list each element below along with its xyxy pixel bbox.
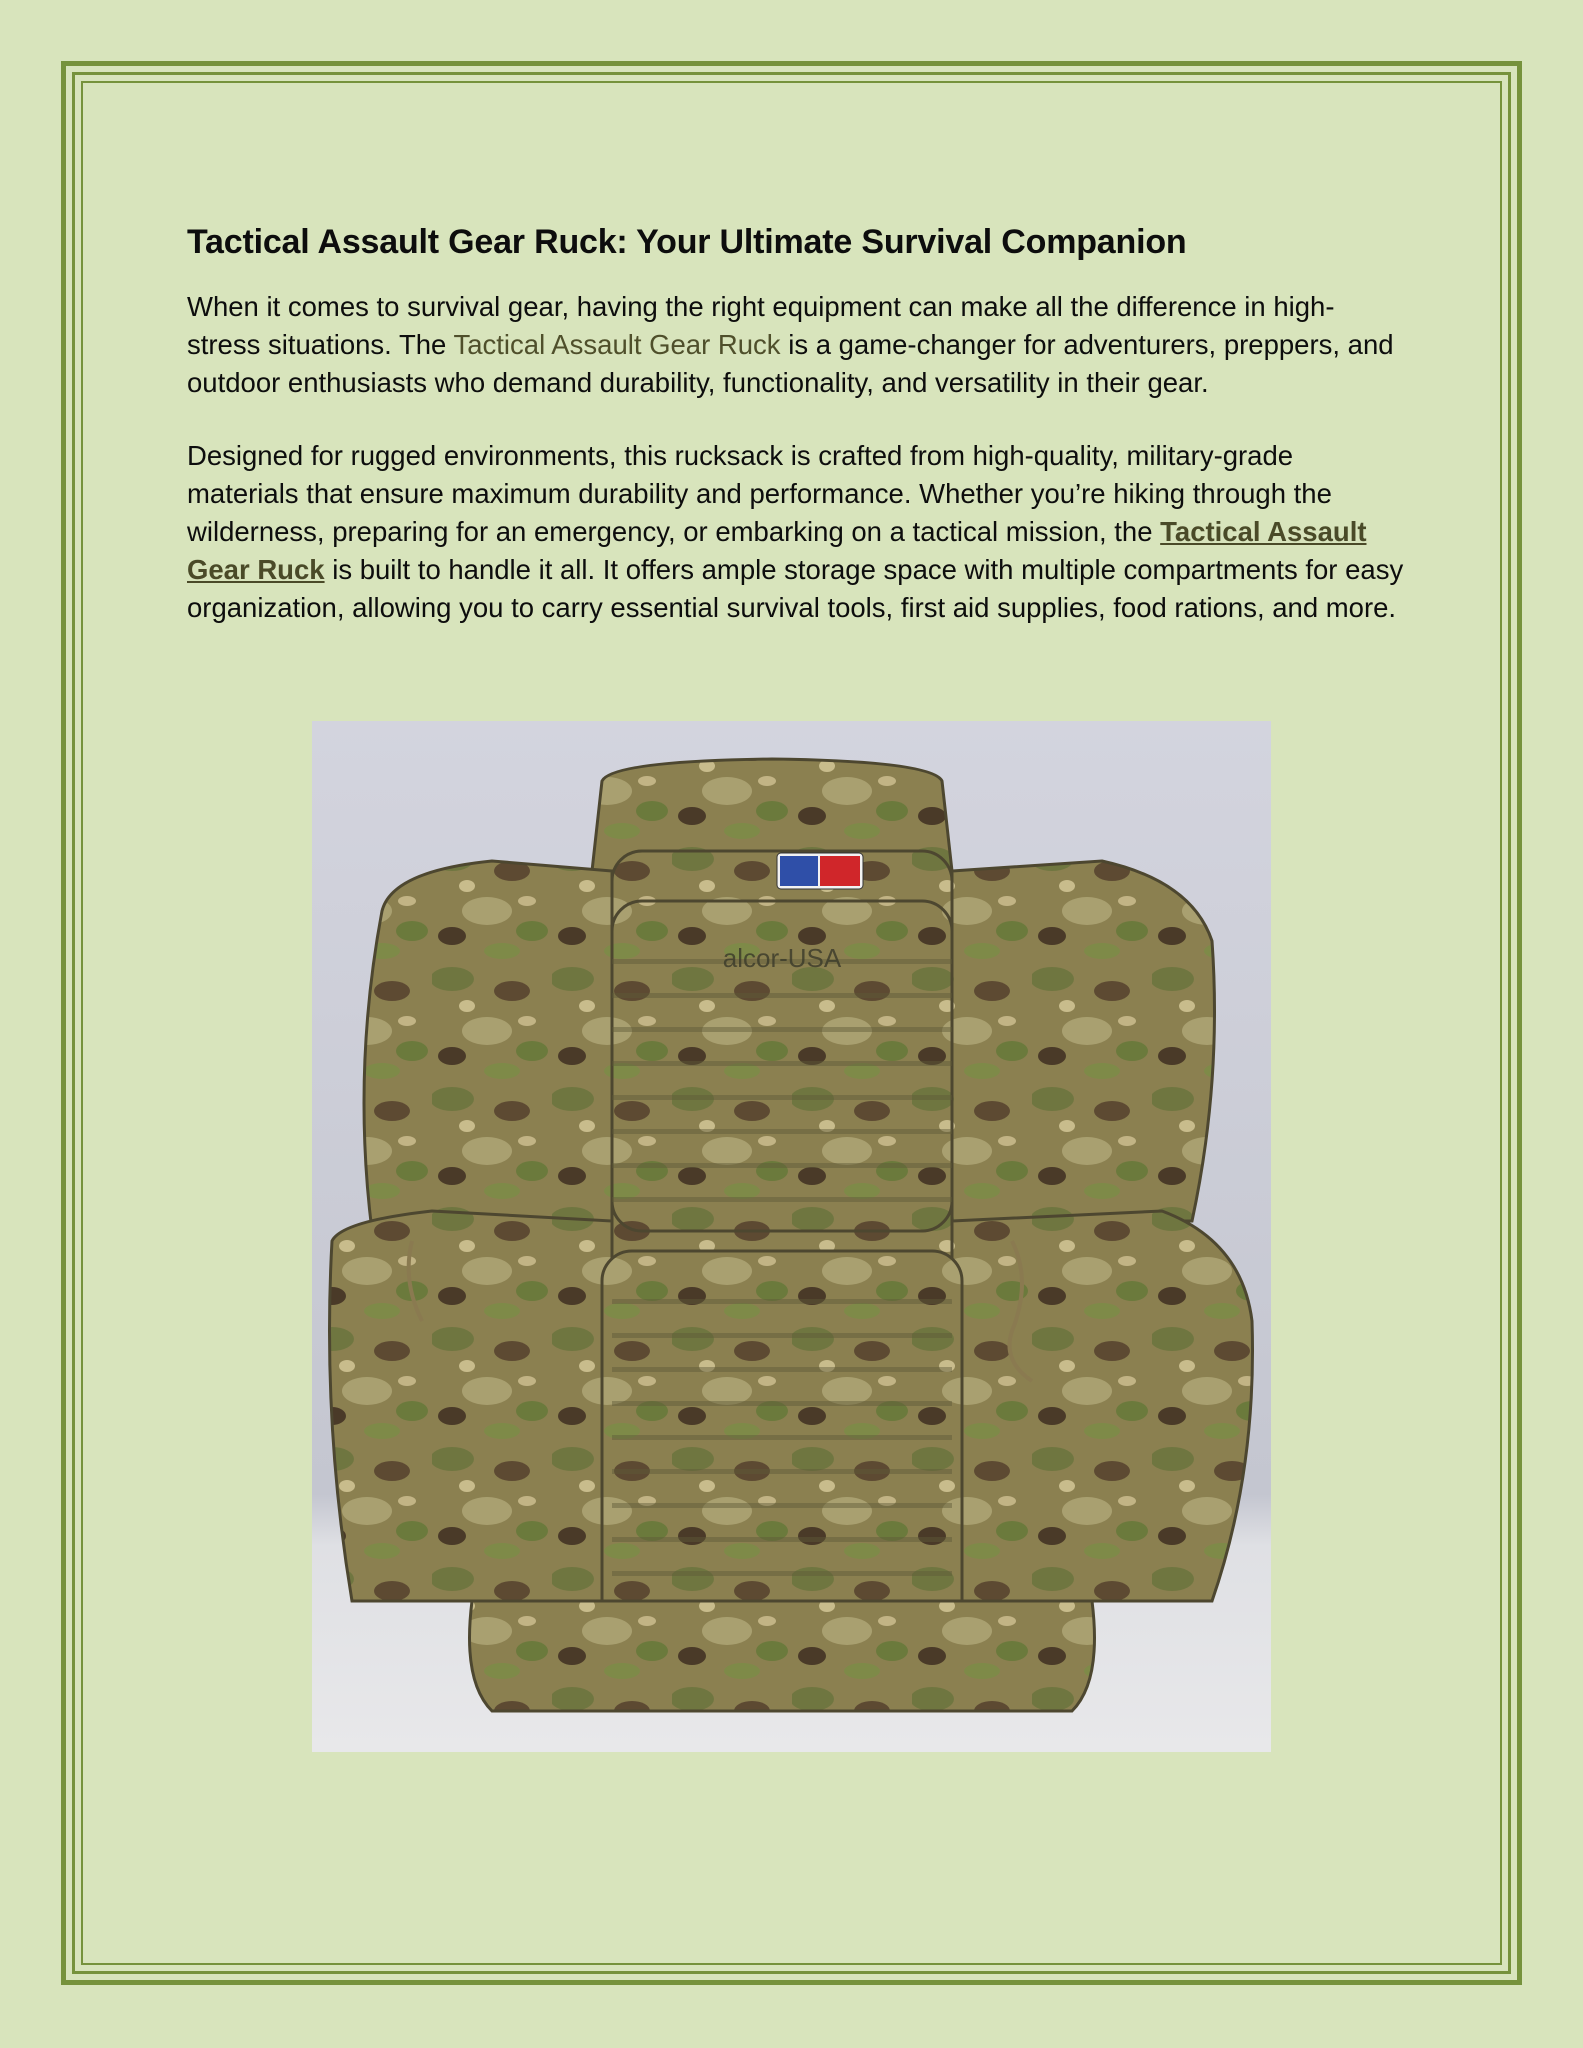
intro-text-after: is a game-changer for adventurers, preppers, and outdoor enthusiasts who demand durability, functionality, and versatility in their gear.	[187, 328, 1394, 398]
product-link-bold[interactable]: Tactical Assault Gear Ruck	[187, 515, 1367, 585]
design-paragraph	[187, 437, 1407, 626]
document-body	[187, 218, 1407, 626]
intro-text-before: When it comes to survival gear, having the right equipment can make all the difference in high-stress situations. The	[187, 291, 1335, 360]
rucksack-photo	[312, 721, 1271, 1752]
intro-paragraph	[187, 288, 1407, 401]
brand-text: alcor-USA	[722, 943, 842, 973]
product-link-plain[interactable]: Tactical Assault Gear Ruck	[453, 328, 781, 360]
design-text-before: Designed for rugged environments, this rucksack is crafted from high-quality, military-grade materials that ensure maximum durability and performance. Whether you’re hiking through the wilderness, preparing for an emergency, or embarking on a tactical mission, the	[187, 440, 1332, 547]
page-title: Tactical Assault Gear Ruck: Your Ultimate Survival Companion	[187, 223, 1187, 261]
design-text-after: is built to handle it all. It offers ample storage space with multiple compartments for easy organization, allowing you to carry essential survival tools, first aid supplies, food rations, and more.	[187, 553, 1404, 623]
